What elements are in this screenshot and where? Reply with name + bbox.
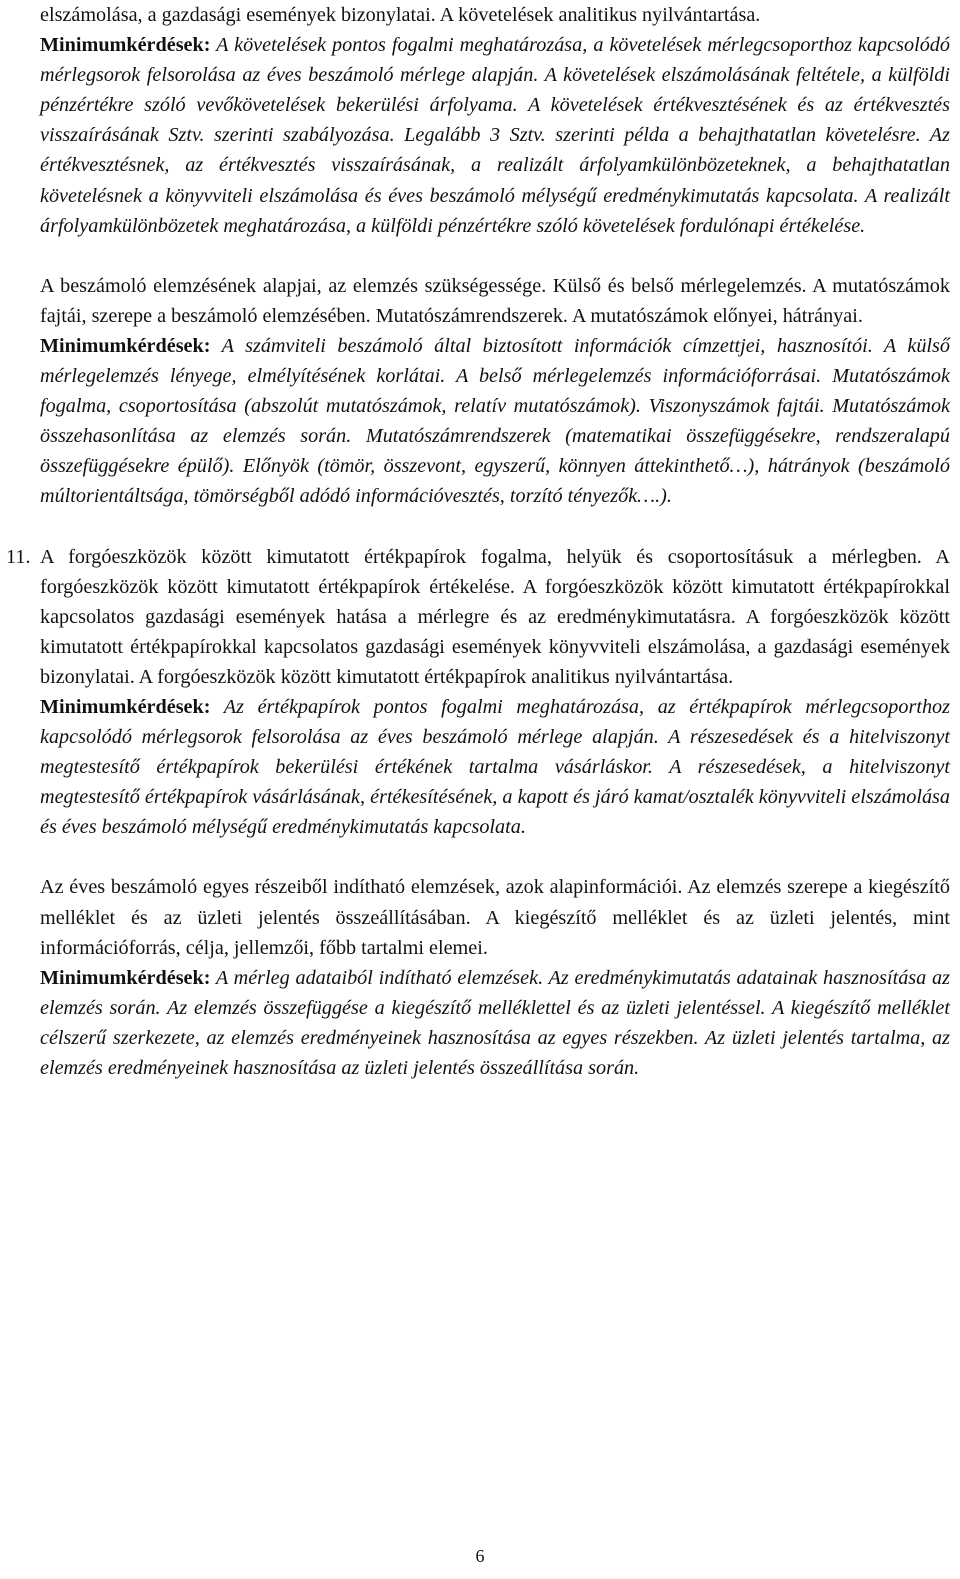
paragraph-securities bbox=[40, 542, 950, 843]
paragraph-text: A beszámoló elemzésének alapjai, az elemzés szükségessége. Külső és belső mérlegelemzés. A mutatószámok fajtái, szerepe a beszámoló elemzésében. Mutatószámrendszerek. A mutatószámok előnyei, hátrányai. bbox=[40, 274, 950, 327]
minimum-questions-text: Az értékpapírok pontos fogalmi meghatározása, az értékpapírok mérlegcsoporthoz kapcsolódó mérlegsorok felsorolása az éves beszámoló mérlege alapján. A részesedések és a hitelviszonyt megtestesítő értékpapírok bekerülési értékének tartalma vásárláskor. A részesedések, a hitelviszonyt megtestesítő értékpapírok vásárlásának, értékesítésének, a kapott és járó kamat/osztalék könyvviteli elszámolása és éves beszámoló mélységű eredménykimutatás kapcsolata. bbox=[40, 695, 950, 839]
document-page bbox=[6, 0, 950, 1083]
paragraph-text: Az éves beszámoló egyes részeiből indítható elemzések, azok alapinformációi. Az elemzés szerepe a kiegészítő melléklet és az üzleti jelentés összeállításában. A kiegészítő melléklet és az üzleti jelentés, mint információforrás, célja, jellemzői, főbb tartalmi elemei. bbox=[40, 876, 950, 959]
paragraph-report-analysis bbox=[40, 271, 950, 512]
minimum-questions-label: Minimumkérdések: bbox=[40, 966, 211, 989]
minimum-questions-text: A számviteli beszámoló által biztosított információk címzettjei, hasznosítói. A külső mérlegelemzés lényege, elmélyítésének korlátai. A belső mérlegelemzés információforrásai. Mutatószámok fogalma, csoportosítása (abszolút mutatószámok, relatív mutatószámok). Viszonyszámok fajtái. Mutatószámok összehasonlítása az elemzés során. Mutatószámrendszerek (matematikai összefüggésekre, rendszeralapú összefüggésekre épülő). Előnyök (tömör, összevont, egyszerű, könnyen áttekinthető…), hátrányok (beszámoló múltorientáltsága, tömörségből adódó információvesztés, torzító tényezők….). bbox=[40, 334, 950, 508]
page-number: 6 bbox=[475, 1546, 485, 1566]
paragraph-receivables bbox=[40, 0, 950, 241]
minimum-questions-text: A mérleg adataiból indítható elemzések. Az eredménykimutatás adatainak hasznosítása az elemzés során. Az elemzés összefüggése a kiegészítő melléklettel és az üzleti jelentéssel. A kiegészítő melléklet célszerű szerkezete, az elemzés eredményeinek hasznosítása az egyes részekben. Az üzleti jelentés tartalma, az elemzés eredményeinek hasznosítása az üzleti jelentés összeállítása során. bbox=[40, 966, 950, 1079]
minimum-questions-label: Minimumkérdések: bbox=[40, 34, 211, 57]
minimum-questions-label: Minimumkérdések: bbox=[40, 334, 211, 357]
item-number: 11. bbox=[6, 545, 31, 568]
minimum-questions-text: A követelések pontos fogalmi meghatározása, a követelések mérlegcsoporthoz kapcsolódó mérlegsorok felsorolása az éves beszámoló mérlege alapján. A követelések elszámolásának feltétele, a külföldi pénzértékre szóló vevőkövetelések bekerülési árfolyama. A követelések értékvesztésének és az értékvesztés visszaírásának Sztv. szerinti szabályozása. Legalább 3 Sztv. szerinti példa a behajthatatlan követelésre. Az értékvesztésnek, az értékvesztés visszaírásának, a realizált árfolyamkülönbözeteknek, a behajthatatlan követelésnek a könyvviteli elszámolása és éves beszámoló mélységű eredménykimutatás kapcsolata. A realizált árfolyamkülönbözetek meghatározása, a külföldi pénzértékre szóló követelések fordulónapi értékelése. bbox=[40, 34, 950, 237]
numbered-item-11 bbox=[6, 542, 950, 843]
paragraph-text: elszámolása, a gazdasági események bizonylatai. A követelések analitikus nyilvántartása. bbox=[40, 4, 761, 26]
paragraph-text: A forgóeszközök között kimutatott értékpapírok fogalma, helyük és csoportosításuk a mérlegben. A forgóeszközök között kimutatott értékpapírok értékelése. A forgóeszközök között kimutatott értékpapírokkal kapcsolatos gazdasági események hatása a mérlegre és az eredménykimutatásra. A forgóeszközök között kimutatott értékpapírokkal kapcsolatos gazdasági események könyvviteli elszámolása, a gazdasági események bizonylatai. A forgóeszközök között kimutatott értékpapírok analitikus nyilvántartása. bbox=[40, 545, 950, 688]
paragraph-annual-report bbox=[40, 872, 950, 1083]
minimum-questions-label: Minimumkérdések: bbox=[40, 695, 211, 718]
